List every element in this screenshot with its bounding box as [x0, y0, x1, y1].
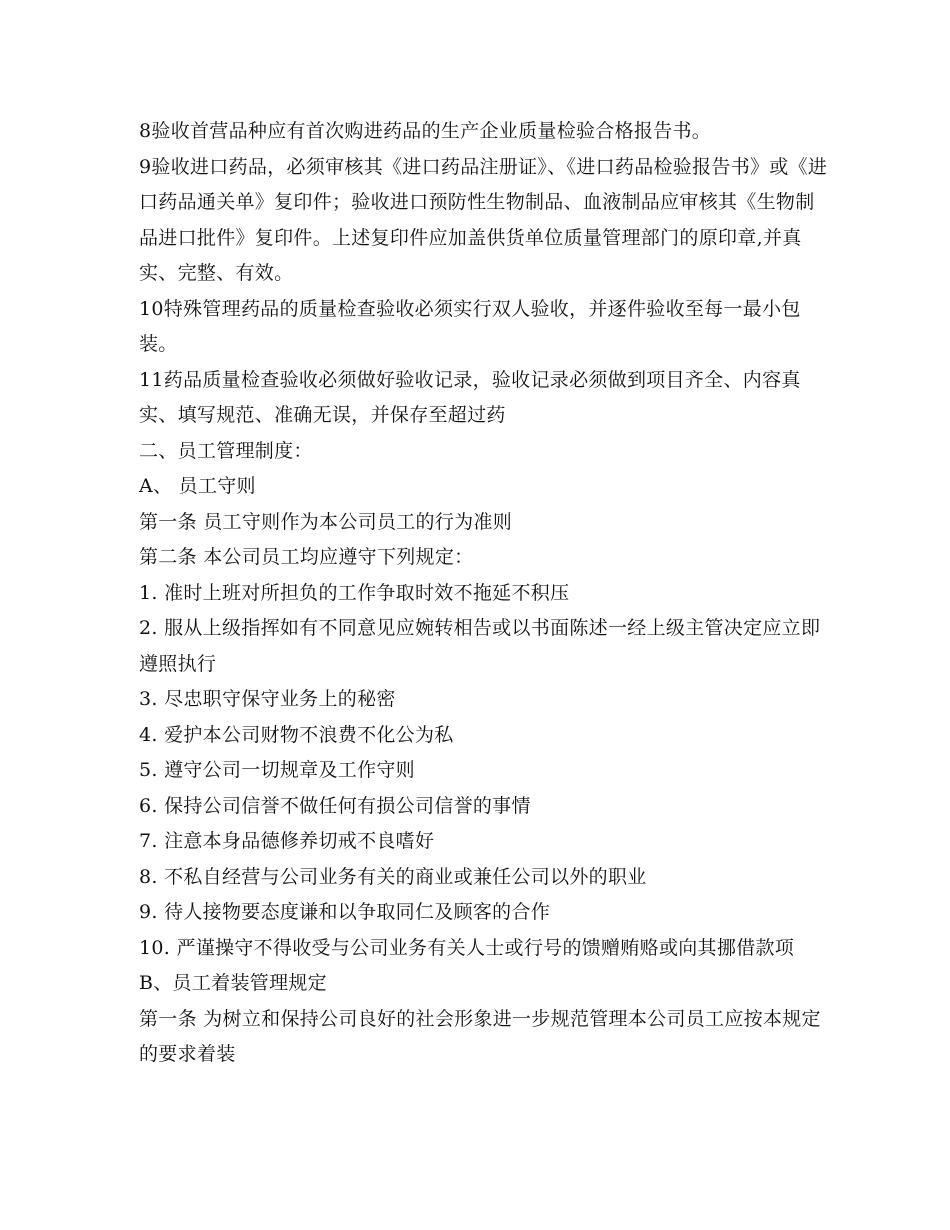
rule-8: 8. 不私自经营与公司业务有关的商业或兼任公司以外的职业 — [139, 865, 647, 888]
subsection-heading-staff-code: A、 员工守则 — [139, 475, 256, 497]
rule-10: 10. 严谨操守不得收受与公司业务有关人士或行号的馈赠贿赂或向其挪借款项 — [139, 936, 795, 959]
dress-code-article-1: 第一条 为树立和保持公司良好的社会形象进一步规范管理本公司员工应按本规定的要求着装 — [139, 1007, 821, 1065]
rule-4: 4. 爱护本公司财物不浪费不化公为私 — [139, 723, 454, 746]
paragraph-acceptance-10: 10特殊管理药品的质量检查验收必须实行双人验收，并逐件验收至每一最小包装。 — [139, 297, 801, 355]
rule-7: 7. 注意本身品德修养切戒不良嗜好 — [139, 830, 435, 852]
subsection-heading-dress-code: B、员工着装管理规定 — [139, 972, 327, 994]
article-2: 第二条 本公司员工均应遵守下列规定： — [139, 546, 474, 568]
rule-3: 3. 尽忠职守保守业务上的秘密 — [139, 688, 396, 710]
rule-5: 5. 遵守公司一切规章及工作守则 — [139, 759, 415, 781]
rule-1: 1. 准时上班对所担负的工作争取时效不拖延不积压 — [139, 581, 570, 604]
section-heading-staff-management: 二、员工管理制度： — [139, 439, 313, 462]
rule-6: 6. 保持公司信誉不做任何有损公司信誉的事情 — [139, 794, 531, 817]
rule-9: 9. 待人接物要态度谦和以争取同仁及顾客的合作 — [139, 901, 551, 923]
paragraph-acceptance-8: 8验收首营品种应有首次购进药品的生产企业质量检验合格报告书。 — [139, 120, 712, 142]
paragraph-acceptance-9: 9验收进口药品，必须审核其《进口药品注册证》、《进口药品检验报告书》或《进口药品通关单》复印件；验收进口预防性生物制品、血液制品应审核其《生物制品进口批件》复印件。上述复印件应加盖供货单位质量管理部门的原印章,并真实、完整、有效。 — [139, 155, 828, 284]
rule-2: 2. 服从上级指挥如有不同意见应婉转相告或以书面陈述一经上级主管决定应立即遵照执行 — [139, 617, 821, 675]
article-1: 第一条 员工守则作为本公司员工的行为准则 — [139, 510, 513, 533]
paragraph-acceptance-11: 11药品质量检查验收必须做好验收记录，验收记录必须做到项目齐全、内容真实、填写规范、准确无误，并保存至超过药 — [139, 368, 801, 426]
document-body — [139, 114, 829, 1073]
